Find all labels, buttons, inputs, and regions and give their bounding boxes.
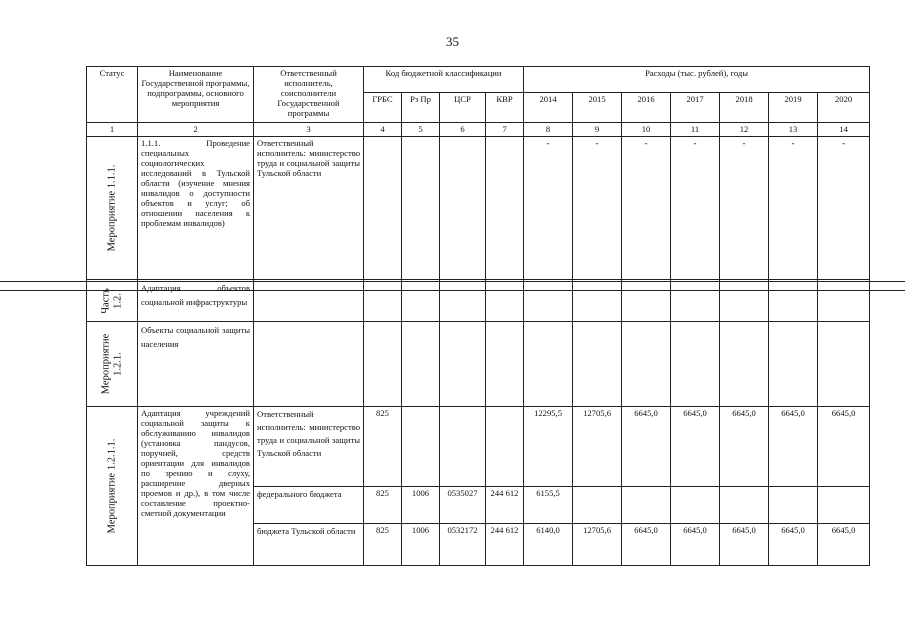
value-2018: 6645,0	[720, 407, 769, 487]
header-row-1	[87, 67, 870, 93]
responsible-cell: Ответственный исполнитель: министерство труда и социальной защиты Тульской области	[254, 407, 364, 487]
csr-cell	[440, 407, 486, 487]
header-year: 2017	[671, 93, 720, 123]
value-2018: 6645,0	[720, 524, 769, 566]
name-cell: Объекты социальной защиты населения	[138, 322, 254, 407]
value-cell	[671, 137, 720, 280]
status-label: Мероприятие 1.2.1.1.	[106, 438, 118, 534]
value-2016	[622, 487, 671, 524]
col-index: 14	[818, 123, 870, 137]
column-index-row	[87, 123, 870, 137]
value-2020: 6645,0	[818, 524, 870, 566]
value-2014: 6155,5	[524, 487, 573, 524]
value-cell	[622, 137, 671, 280]
value-2019: 6645,0	[769, 524, 818, 566]
header-name: Наименование Государственной программы, подпрограммы, основного мероприятия	[138, 67, 254, 123]
responsible-cell: федерального бюджета	[254, 487, 364, 524]
status-label: Часть 1.2.	[100, 287, 123, 314]
value-2014: -	[546, 138, 550, 148]
value-2018: -	[742, 138, 746, 148]
grbs-cell: 825	[364, 487, 402, 524]
value-2015: 12705,6	[573, 407, 622, 487]
kvr-cell: 244 612	[486, 487, 524, 524]
name-cell: 1.1.1. Проведение специальных социологических исследований в Тульской области (изучение мнения инвалидов о доступности объектов и услуг; об отношении населения к проблемам инвалидов)	[138, 137, 254, 280]
col-index: 2	[138, 123, 254, 137]
kvr-cell: 244 612	[486, 524, 524, 566]
kvr-cell	[486, 407, 524, 487]
program-table	[86, 66, 870, 566]
col-index: 8	[524, 123, 573, 137]
header-status: Статус	[87, 67, 138, 123]
col-index: 6	[440, 123, 486, 137]
value-2020	[818, 487, 870, 524]
header-responsible: Ответственный исполнитель, соисполнители Государственной программы	[254, 67, 364, 123]
value-2014: 6140,0	[524, 524, 573, 566]
value-2020: -	[842, 138, 846, 148]
csr-cell	[440, 137, 486, 280]
responsible-cell: бюджета Тульской области	[254, 524, 364, 566]
value-cell	[769, 137, 818, 280]
rzpr-cell	[402, 137, 440, 280]
value-2018	[720, 487, 769, 524]
col-index: 11	[671, 123, 720, 137]
value-2016: -	[644, 138, 648, 148]
value-2019: -	[791, 138, 795, 148]
header-kvr: КВР	[486, 93, 524, 123]
header-budget-code: Код бюджетной классификации	[364, 67, 524, 93]
value-cell	[573, 137, 622, 280]
status-label: Мероприятие 1.2.1.	[100, 333, 123, 395]
name-cell: Адаптация учреждений социальной защиты к обслуживанию инвалидов (установка пандусов, поручней, средств ориентации для инвалидов по зрению и слуху, расширение дверных проемов и др.), в том числе составление проектно-сметной документации	[138, 407, 254, 566]
header-year: 2019	[769, 93, 818, 123]
value-2019	[769, 487, 818, 524]
value-2019: 6645,0	[769, 407, 818, 487]
value-2015: 12705,6	[573, 524, 622, 566]
header-expenses: Расходы (тыс. рублей), годы	[524, 67, 870, 93]
value-cell	[720, 137, 769, 280]
value-cell	[818, 137, 870, 280]
col-index: 1	[87, 123, 138, 137]
page-number: 35	[446, 34, 459, 49]
col-index: 5	[402, 123, 440, 137]
rzpr-cell: 1006	[402, 487, 440, 524]
name-cell: Адаптация объектов социальной инфраструктуры	[138, 280, 254, 322]
responsible-cell: Ответственный исполнитель: министерство труда и социальной защиты Тульской области	[254, 137, 364, 280]
value-2017	[671, 487, 720, 524]
value-cell	[524, 137, 573, 280]
value-2014: 12295,5	[524, 407, 573, 487]
col-index: 12	[720, 123, 769, 137]
col-index: 3	[254, 123, 364, 137]
value-2015: -	[595, 138, 599, 148]
value-2016: 6645,0	[622, 524, 671, 566]
value-2016: 6645,0	[622, 407, 671, 487]
status-cell	[87, 322, 138, 407]
table-row	[87, 137, 870, 280]
grbs-cell: 825	[364, 407, 402, 487]
header-year: 2015	[573, 93, 622, 123]
rzpr-cell	[402, 407, 440, 487]
header-rzpr: Рз Пр	[402, 93, 440, 123]
table-row	[87, 322, 870, 407]
value-2017: 6645,0	[671, 407, 720, 487]
col-index: 13	[769, 123, 818, 137]
table-row	[87, 407, 870, 487]
csr-cell: 0532172	[440, 524, 486, 566]
value-2020: 6645,0	[818, 407, 870, 487]
rzpr-cell: 1006	[402, 524, 440, 566]
header-grbs: ГРБС	[364, 93, 402, 123]
value-2015	[573, 487, 622, 524]
header-year: 2016	[622, 93, 671, 123]
table-row	[87, 280, 870, 322]
header-csr: ЦСР	[440, 93, 486, 123]
status-label: Мероприятие 1.1.1.	[106, 164, 118, 252]
status-cell	[87, 280, 138, 322]
col-index: 4	[364, 123, 402, 137]
header-year: 2018	[720, 93, 769, 123]
status-cell	[87, 137, 138, 280]
csr-cell: 0535027	[440, 487, 486, 524]
col-index: 10	[622, 123, 671, 137]
header-year: 2020	[818, 93, 870, 123]
header-year: 2014	[524, 93, 573, 123]
value-2017: 6645,0	[671, 524, 720, 566]
grbs-cell	[364, 137, 402, 280]
value-2017: -	[693, 138, 697, 148]
grbs-cell: 825	[364, 524, 402, 566]
kvr-cell	[486, 137, 524, 280]
status-cell	[87, 407, 138, 566]
col-index: 9	[573, 123, 622, 137]
col-index: 7	[486, 123, 524, 137]
